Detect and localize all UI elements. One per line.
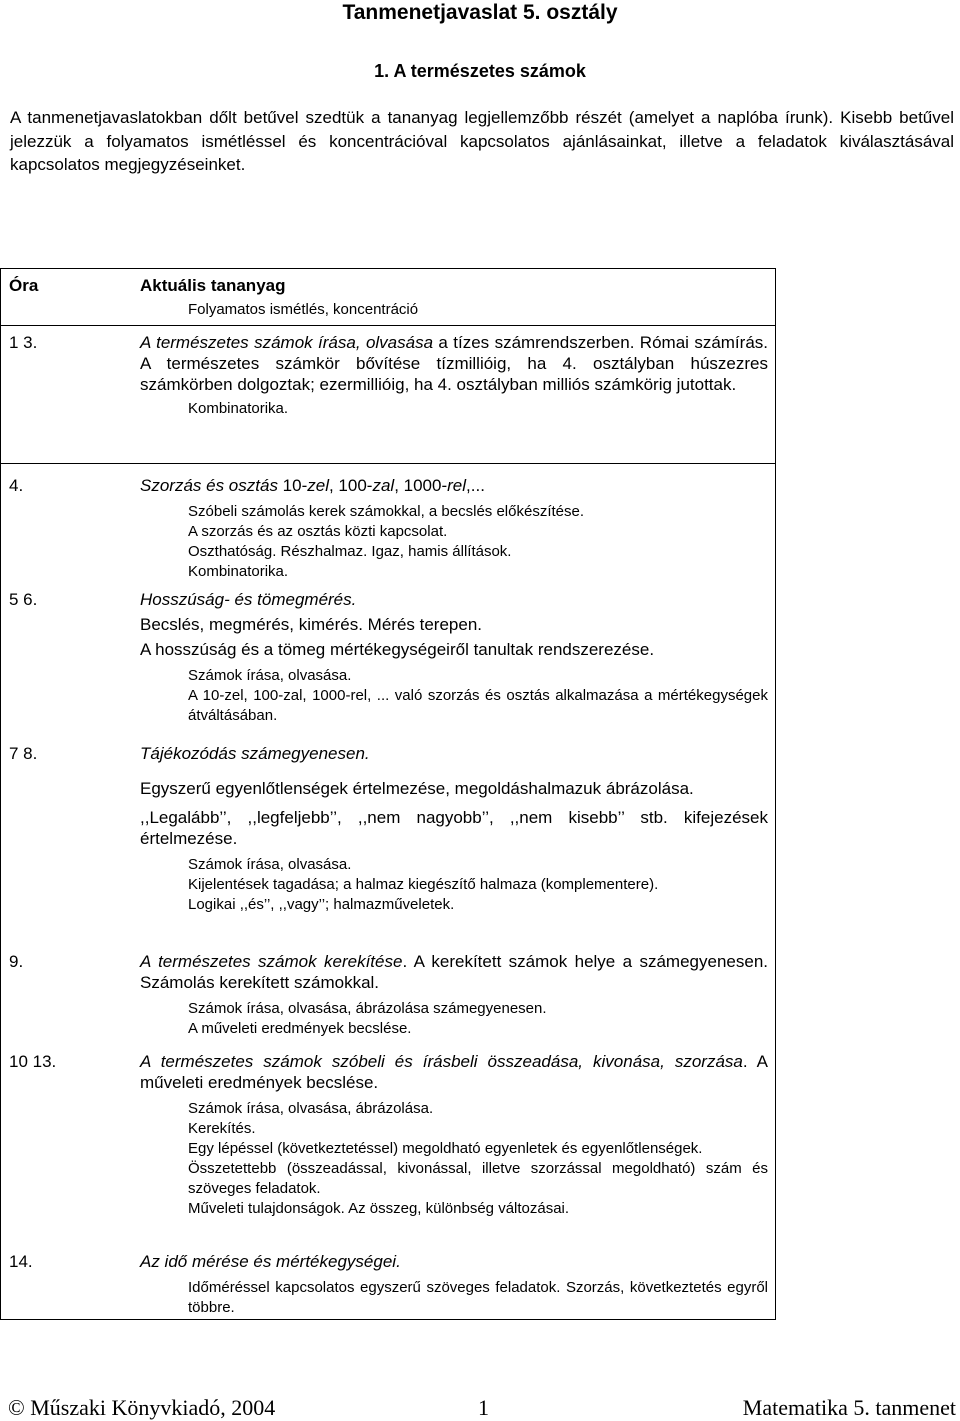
lesson-note: Időméréssel kapcsolatos egyszerű szöveges feladatok. Szorzás, következtetés egyről többre. — [188, 1279, 768, 1316]
lesson-note: Számok írása, olvasása, ábrázolása. — [188, 1100, 434, 1117]
lesson-note: Műveleti tulajdonságok. Az összeg, különbség változásai. — [188, 1200, 570, 1217]
lesson-plan-table — [0, 268, 776, 1320]
lesson-number: 14. — [9, 1252, 33, 1271]
lesson-main-italic: A természetes számok kerekítése — [140, 952, 403, 971]
lesson-main-text — [140, 332, 768, 395]
lesson-main-text — [140, 1051, 768, 1093]
lesson-detail: ,,Legalább’’, ,,legfeljebb’’, ,,nem nagyobb’’, ,,nem kisebb’’ stb. kifejezések értelmezése. — [140, 808, 768, 848]
lesson-main-italic: Szorzás és osztás — [140, 476, 278, 495]
chapter-title: 1. A természetes számok — [374, 61, 586, 81]
lesson-note: Számok írása, olvasása. — [188, 667, 352, 684]
lesson-note: Oszthatóság. Részhalmaz. Igaz, hamis állítások. — [188, 543, 512, 560]
lesson-main-italic: A természetes számok írása, olvasása — [140, 333, 434, 352]
lesson-note: A műveleti eredmények becslése. — [188, 1020, 412, 1037]
footer-copyright: © Műszaki Könyvkiadó, 2004 — [8, 1395, 276, 1420]
lesson-note: Szóbeli számolás kerek számokkal, a becslés előkészítése. — [188, 503, 585, 520]
lesson-note: A 10-zel, 100-zal, 1000-rel, ... való szorzás és osztás alkalmazása a mértékegységek átváltásában. — [188, 687, 768, 724]
lesson-number: 10 13. — [9, 1052, 57, 1071]
lesson-main-italic: zal — [372, 476, 395, 495]
footer-page-number: 1 — [478, 1395, 489, 1420]
lesson-note: A szorzás és az osztás közti kapcsolat. — [188, 523, 448, 540]
lesson-number: 9. — [9, 952, 24, 971]
intro-paragraph — [10, 106, 954, 177]
lesson-main-rest: a tízes számrendszerben. Római számírás. A természetes számkör bővítése tízmillióig, ha 4. osztályban húszezres számkörben dolgoztak; ezermillióig, ha 4. osztályban milliós számkörig jutottak. — [140, 333, 768, 394]
footer-book-title: Matematika 5. tanmenet — [742, 1395, 956, 1420]
lesson-main-text — [140, 951, 768, 993]
lesson-main-italic: zel — [307, 476, 329, 495]
lesson-note: Kerekítés. — [188, 1120, 256, 1137]
col-header-tananyag: Aktuális tananyag — [140, 276, 286, 295]
lesson-main-text — [140, 589, 768, 610]
col-header-ora: Óra — [9, 276, 39, 295]
lesson-note: Számok írása, olvasása, ábrázolása számegyenesen. — [188, 1000, 547, 1017]
lesson-main-italic: rel — [447, 476, 467, 495]
lesson-main-rest: , 100- — [328, 476, 373, 495]
lesson-number: 4. — [9, 476, 24, 495]
row-divider — [1, 325, 775, 326]
lesson-number: 7 8. — [9, 744, 38, 763]
lesson-main-italic: A természetes számok szóbeli és írásbeli összeadása, kivonása, szorzása — [140, 1052, 743, 1071]
lesson-note: Számok írása, olvasása. — [188, 856, 352, 873]
lesson-note: Összetettebb (összeadással, kivonással, illetve szorzással megoldható) szám és szöveges feladatok. — [188, 1160, 768, 1197]
row-divider — [1, 463, 775, 464]
lesson-main-rest: . A kerekített számok helye a számegyenesen. Számolás kerekített számokkal. — [140, 952, 768, 992]
lesson-main-italic: Hosszúság- és tömegmérés. — [140, 590, 357, 609]
lesson-main-text — [140, 743, 768, 764]
lesson-number: 5 6. — [9, 590, 38, 609]
lesson-note: Egy lépéssel (következtetéssel) megoldható egyenletek és egyenlőtlenségek. — [188, 1140, 703, 1157]
lesson-note: Kijelentések tagadása; a halmaz kiegészítő halmaza (komplementere). — [188, 876, 659, 893]
lesson-note: Logikai ,,és’’, ,,vagy’’; halmazműveletek. — [188, 896, 455, 913]
lesson-detail: Becslés, megmérés, kimérés. Mérés terepen. — [140, 615, 483, 634]
lesson-number: 1 3. — [9, 333, 38, 352]
lesson-detail: Egyszerű egyenlőtlenségek értelmezése, megoldáshalmazuk ábrázolása. — [140, 779, 694, 798]
lesson-main-rest: . A műveleti eredmények becslése. — [140, 1052, 768, 1092]
lesson-main-rest: ,... — [466, 476, 485, 495]
lesson-main-rest: 10- — [277, 476, 308, 495]
lesson-main-rest: , 1000- — [394, 476, 448, 495]
intro-line-1: A tanmenetjavaslatokban dőlt betűvel szedtük a tananyag legjellemzőbb részét (amelyet a naplóba írunk). — [10, 108, 834, 127]
page-title: Tanmenetjavaslat 5. osztály — [342, 1, 618, 24]
col-header-sub: Folyamatos ismétlés, koncentráció — [188, 301, 419, 318]
intro-line-2: Kisebb betűvel jelezzük a folyamatos ismétléssel és koncentrációval kapcsolatos ajánlásainkat, illetve a feladatok kiválasztásával kapcsolatos megjegyzéseinket. — [10, 108, 954, 174]
lesson-main-italic: Tájékozódás számegyenesen. — [140, 744, 370, 763]
lesson-main-text — [140, 1251, 768, 1272]
page-footer — [8, 1395, 956, 1421]
lesson-note: Kombinatorika. — [188, 400, 289, 417]
lesson-detail: A hosszúság és a tömeg mértékegységeiről tanultak rendszerezése. — [140, 640, 655, 659]
lesson-note: Kombinatorika. — [188, 563, 289, 580]
lesson-main-italic: Az idő mérése és mértékegységei. — [140, 1252, 401, 1271]
lesson-main-text — [140, 475, 768, 496]
